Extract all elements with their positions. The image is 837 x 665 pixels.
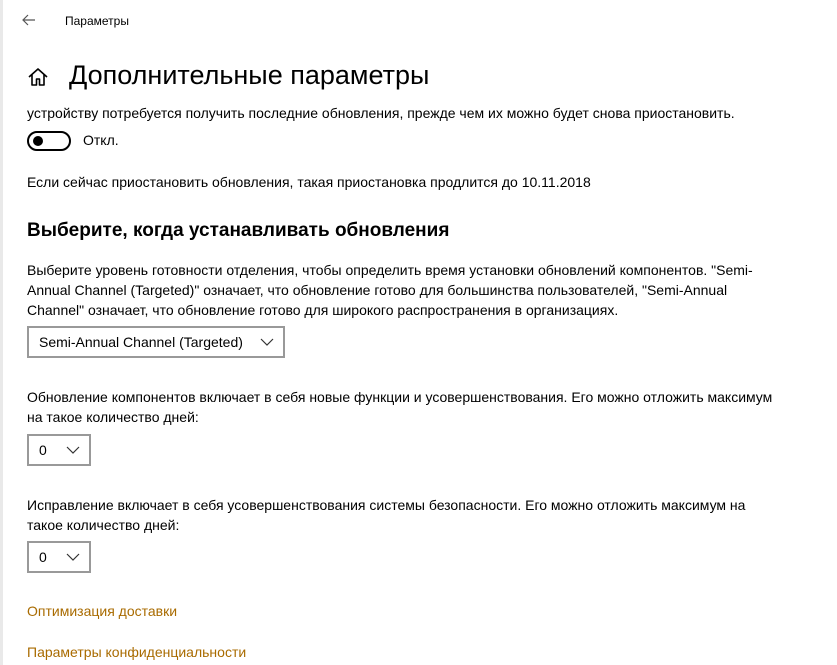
pause-cutoff-text: устройству потребуется получить последние обновления, прежде чем их можно будет снова приостановить.	[27, 105, 735, 121]
home-icon[interactable]	[27, 66, 49, 88]
chevron-down-icon	[65, 445, 81, 455]
quality-deferral-line-1: Исправление включает в себя усовершенствования системы безопасности. Его можно отложить максимум на	[27, 497, 746, 513]
delivery-optimization-link[interactable]: Оптимизация доставки	[27, 603, 178, 619]
feature-deferral-line-2: на такое количество дней:	[27, 409, 199, 425]
channel-dropdown[interactable]	[27, 326, 285, 358]
feature-days-dropdown[interactable]	[27, 434, 91, 466]
back-arrow-icon	[22, 14, 36, 26]
channel-dropdown-value: Semi-Annual Channel (Targeted)	[39, 334, 243, 350]
quality-days-value: 0	[39, 549, 47, 565]
channel-description-line-1: Выберите уровень готовности отделения, чтобы определить время установки обновлений компонентов. "Semi-	[27, 262, 753, 278]
feature-deferral-line-1: Обновление компонентов включает в себя новые функции и усовершенствования. Его можно отложить максимум	[27, 389, 773, 405]
settings-window	[3, 0, 837, 665]
title-bar	[3, 0, 837, 40]
pause-info-text: Если сейчас приостановить обновления, такая приостановка продлится до 10.11.2018	[27, 174, 591, 190]
privacy-settings-link[interactable]: Параметры конфиденциальности	[27, 644, 247, 660]
quality-days-dropdown[interactable]	[27, 541, 91, 573]
page-title: Дополнительные параметры	[69, 60, 430, 90]
window-title: Параметры	[65, 14, 129, 28]
back-button[interactable]	[13, 4, 45, 36]
toggle-knob	[33, 136, 43, 146]
channel-description-line-2: Annual Channel (Targeted)" означает, что обновление готово для большинства пользователей, "Semi-Annual	[27, 282, 728, 298]
channel-description-line-3: Channel" означает, что обновление готово для широкого распространения в организациях.	[27, 302, 619, 318]
quality-deferral-line-2: такое количество дней:	[27, 517, 180, 533]
chevron-down-icon	[65, 552, 81, 562]
schedule-heading: Выберите, когда устанавливать обновления	[27, 220, 450, 241]
pause-toggle-state: Откл.	[83, 132, 119, 148]
feature-days-value: 0	[39, 442, 47, 458]
pause-updates-toggle[interactable]	[27, 131, 71, 151]
chevron-down-icon	[259, 337, 275, 347]
